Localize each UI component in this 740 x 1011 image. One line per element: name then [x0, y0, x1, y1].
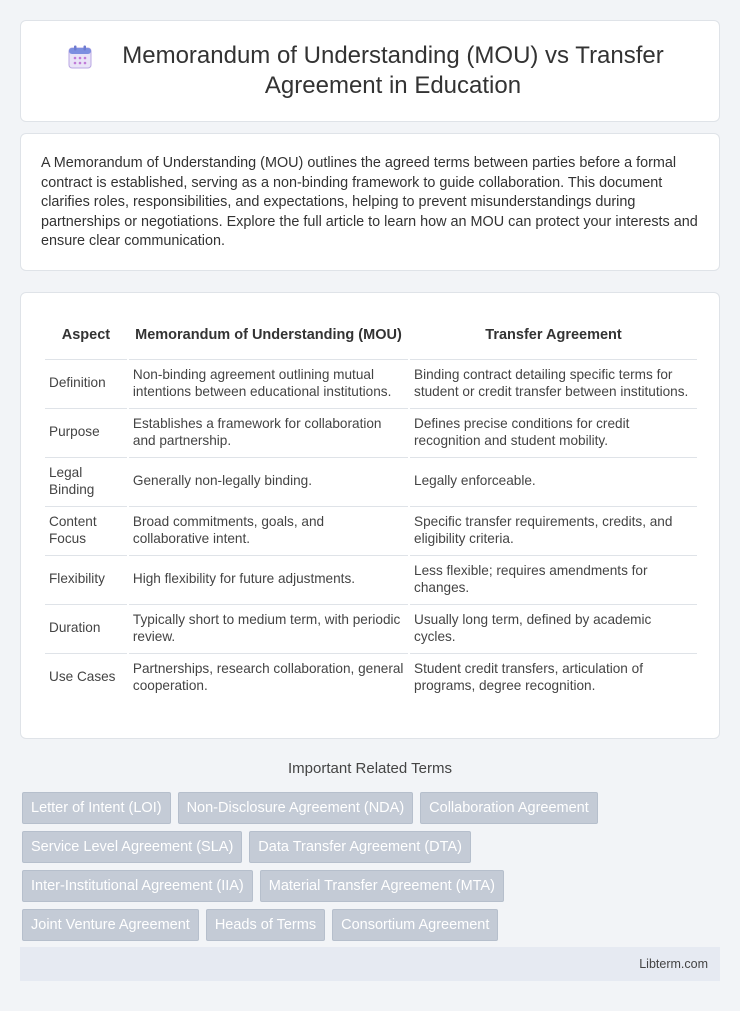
related-term-tag[interactable]: Joint Venture Agreement	[22, 909, 199, 941]
row-aspect: Content Focus	[45, 506, 127, 553]
row-aspect: Legal Binding	[45, 457, 127, 504]
table-row	[45, 653, 697, 700]
tag-row	[22, 792, 722, 824]
tag-row	[22, 909, 722, 941]
row-aspect: Definition	[45, 359, 127, 406]
comparison-card	[20, 292, 720, 739]
related-term-tag[interactable]: Heads of Terms	[206, 909, 325, 941]
table-row	[45, 555, 697, 602]
footer	[20, 947, 720, 981]
row-mou: Establishes a framework for collaboration and partnership.	[129, 408, 408, 455]
row-aspect: Flexibility	[45, 555, 127, 602]
table-row	[45, 506, 697, 553]
row-mou: Typically short to medium term, with periodic review.	[129, 604, 408, 651]
row-mou: Generally non-legally binding.	[129, 457, 408, 504]
header-mou: Memorandum of Understanding (MOU)	[135, 326, 402, 343]
table-row	[45, 359, 697, 406]
intro-text: A Memorandum of Understanding (MOU) outlines the agreed terms between parties before a formal contract is established, serving as a non-binding framework to guide collaboration. This document clarifies roles, responsibilities, and expectations, helping to prevent misunderstandings during partnerships or negotiations. Explore the full article to learn how an MOU can protect your interests and ensure clear communication.	[41, 155, 698, 250]
row-aspect: Duration	[45, 604, 127, 651]
row-mou: High flexibility for future adjustments.	[129, 555, 408, 602]
related-terms-title: Important Related Terms	[288, 760, 452, 777]
row-aspect: Purpose	[45, 408, 127, 455]
table-header-row	[45, 313, 697, 357]
table-row	[45, 457, 697, 504]
page-title: Memorandum of Understanding (MOU) vs Transfer Agreement in Education	[122, 42, 664, 99]
table-row	[45, 604, 697, 651]
row-mou: Non-binding agreement outlining mutual intentions between educational institutions.	[129, 359, 408, 406]
related-terms	[22, 792, 722, 948]
related-term-tag[interactable]: Data Transfer Agreement (DTA)	[249, 831, 471, 863]
row-transfer: Usually long term, defined by academic cycles.	[410, 604, 697, 651]
header-aspect: Aspect	[61, 326, 111, 343]
footer-site-link[interactable]: Libterm.com	[639, 957, 708, 971]
intro-card	[20, 133, 720, 271]
calendar-icon	[67, 44, 93, 70]
related-term-tag[interactable]: Material Transfer Agreement (MTA)	[260, 870, 504, 902]
related-term-tag[interactable]: Inter-Institutional Agreement (IIA)	[22, 870, 253, 902]
related-term-tag[interactable]: Service Level Agreement (SLA)	[22, 831, 242, 863]
related-term-tag[interactable]: Letter of Intent (LOI)	[22, 792, 171, 824]
table-row	[45, 408, 697, 455]
related-term-tag[interactable]: Collaboration Agreement	[420, 792, 598, 824]
header-card	[20, 20, 720, 122]
row-transfer: Specific transfer requirements, credits, and eligibility criteria.	[410, 506, 697, 553]
row-transfer: Defines precise conditions for credit recognition and student mobility.	[410, 408, 697, 455]
tag-row	[22, 870, 722, 902]
row-mou: Partnerships, research collaboration, general cooperation.	[129, 653, 408, 700]
row-transfer: Student credit transfers, articulation of programs, degree recognition.	[410, 653, 697, 700]
related-term-tag[interactable]: Non-Disclosure Agreement (NDA)	[178, 792, 414, 824]
row-transfer: Less flexible; requires amendments for changes.	[410, 555, 697, 602]
row-transfer: Legally enforceable.	[410, 457, 697, 504]
comparison-table	[43, 311, 699, 702]
related-term-tag[interactable]: Consortium Agreement	[332, 909, 498, 941]
tag-row	[22, 831, 722, 863]
row-transfer: Binding contract detailing specific terms for student or credit transfer between institutions.	[410, 359, 697, 406]
header-transfer: Transfer Agreement	[485, 326, 622, 343]
row-aspect: Use Cases	[45, 653, 127, 700]
row-mou: Broad commitments, goals, and collaborative intent.	[129, 506, 408, 553]
